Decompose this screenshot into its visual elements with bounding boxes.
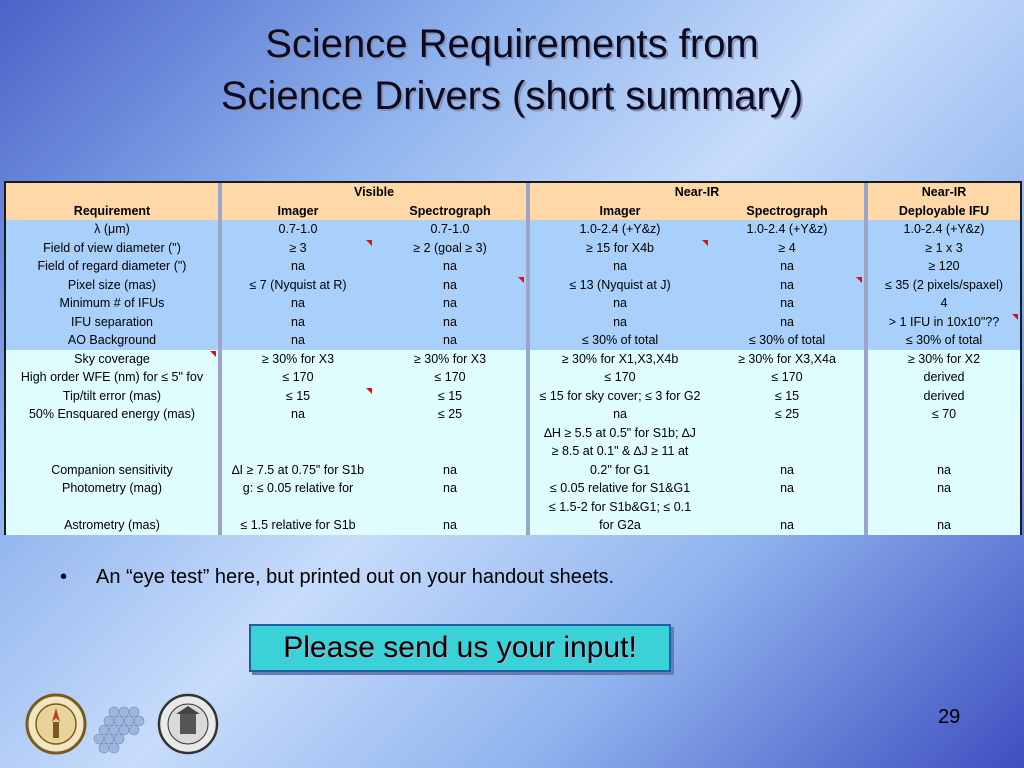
table-cell: na: [868, 516, 1020, 535]
table-cell: ≤ 7 (Nyquist at R): [222, 276, 374, 295]
table-row: [6, 442, 1020, 461]
comment-marker-icon[interactable]: [518, 277, 524, 283]
table-cell: [710, 498, 864, 517]
table-cell: [374, 442, 526, 461]
table-cell: na: [374, 276, 526, 295]
column-header-nir-spectrograph: Spectrograph: [710, 202, 864, 221]
table-cell: Minimum # of IFUs: [6, 294, 218, 313]
table-cell: 50% Ensquared energy (mas): [6, 405, 218, 424]
table-cell: AO Background: [6, 331, 218, 350]
title-line-1: Science Requirements from: [265, 22, 759, 66]
table-cell: na: [530, 294, 710, 313]
table-cell: na: [374, 461, 526, 480]
table-cell: [374, 498, 526, 517]
table-cell: [868, 424, 1020, 443]
table-cell: ≤ 30% of total: [710, 331, 864, 350]
table-cell: ≤ 170: [374, 368, 526, 387]
table-row: [6, 516, 1020, 535]
table-cell: ≥ 30% for X2: [868, 350, 1020, 369]
table-cell: ≥ 4: [710, 239, 864, 258]
table-cell: derived: [868, 368, 1020, 387]
table-row: [6, 294, 1020, 313]
table-row: [6, 257, 1020, 276]
table-cell: [6, 424, 218, 443]
table-cell: na: [374, 479, 526, 498]
table-cell: na: [222, 331, 374, 350]
column-header-row: [6, 202, 1020, 221]
caltech-seal-icon: [27, 695, 85, 753]
table-cell: [6, 498, 218, 517]
institution-logos: [24, 692, 224, 756]
table-row: [6, 479, 1020, 498]
table-cell: [374, 424, 526, 443]
table-cell: ≥ 2 (goal ≥ 3): [374, 239, 526, 258]
table-cell: ≤ 0.05 relative for S1&G1: [530, 479, 710, 498]
table-cell: na: [868, 479, 1020, 498]
table-cell: ∆H ≥ 5.5 at 0.5" for S1b; ∆J: [530, 424, 710, 443]
requirements-table: [4, 181, 1022, 535]
table-cell: ≤ 170: [222, 368, 374, 387]
table-row: [6, 405, 1020, 424]
column-header-deployable-ifu: Deployable IFU: [868, 202, 1020, 221]
table-cell: 4: [868, 294, 1020, 313]
table-cell: Sky coverage: [6, 350, 218, 369]
table-cell: for G2a: [530, 516, 710, 535]
table-cell: na: [530, 257, 710, 276]
table-row: [6, 331, 1020, 350]
bullet-marker: •: [60, 566, 68, 588]
table-cell: ≤ 30% of total: [530, 331, 710, 350]
comment-marker-icon[interactable]: [856, 277, 862, 283]
table-cell: 1.0-2.4 (+Y&z): [530, 220, 710, 239]
table-cell: ≤ 15: [374, 387, 526, 406]
table-row: [6, 498, 1020, 517]
table-cell: 0.7-1.0: [222, 220, 374, 239]
table-cell: Pixel size (mas): [6, 276, 218, 295]
table-cell: ≥ 30% for X3: [374, 350, 526, 369]
group-header-row: [6, 183, 1020, 202]
table-cell: na: [222, 257, 374, 276]
table-row: [6, 239, 1020, 258]
table-cell: na: [222, 405, 374, 424]
group-header-blank: [6, 183, 218, 202]
table-cell: [710, 442, 864, 461]
column-header-requirement: Requirement: [6, 202, 218, 221]
table-cell: 0.2" for G1: [530, 461, 710, 480]
comment-marker-icon[interactable]: [210, 351, 216, 357]
table-cell: High order WFE (nm) for ≤ 5" fov: [6, 368, 218, 387]
comment-marker-icon[interactable]: [366, 240, 372, 246]
table-cell: ≥ 1 x 3: [868, 239, 1020, 258]
table-cell: derived: [868, 387, 1020, 406]
column-header-nir-imager: Imager: [530, 202, 710, 221]
table-cell: g: ≤ 0.05 relative for: [222, 479, 374, 498]
table-cell: [222, 498, 374, 517]
table-row: [6, 276, 1020, 295]
table-cell: ≥ 8.5 at 0.1" & ∆J ≥ 11 at: [530, 442, 710, 461]
table-cell: ≤ 170: [530, 368, 710, 387]
table-cell: ≤ 35 (2 pixels/spaxel): [868, 276, 1020, 295]
university-of-california-seal-icon: [159, 695, 217, 753]
page-number: 29: [938, 706, 961, 728]
table-cell: na: [710, 294, 864, 313]
table-cell: [222, 424, 374, 443]
table-cell: Companion sensitivity: [6, 461, 218, 480]
table-cell: ≤ 15: [710, 387, 864, 406]
table-cell: na: [710, 461, 864, 480]
table-cell: [868, 498, 1020, 517]
table-cell: na: [222, 294, 374, 313]
table-cell: ≤ 70: [868, 405, 1020, 424]
table-cell: Field of view diameter ("): [6, 239, 218, 258]
table-cell: ≤ 13 (Nyquist at J): [530, 276, 710, 295]
table-row: [6, 350, 1020, 369]
table-cell: ≥ 120: [868, 257, 1020, 276]
table-row: [6, 461, 1020, 480]
table-cell: na: [222, 313, 374, 332]
table-cell: [222, 442, 374, 461]
bullet-item: [60, 566, 614, 589]
table-row: [6, 220, 1020, 239]
title-line-2: Science Drivers (short summary): [220, 74, 804, 118]
table-cell: na: [530, 405, 710, 424]
table-cell: Tip/tilt error (mas): [6, 387, 218, 406]
table-cell: IFU separation: [6, 313, 218, 332]
table-cell: Photometry (mag): [6, 479, 218, 498]
table-cell: na: [710, 257, 864, 276]
table-cell: 1.0-2.4 (+Y&z): [710, 220, 864, 239]
table-cell: na: [374, 516, 526, 535]
table-cell: [868, 442, 1020, 461]
comment-marker-icon[interactable]: [702, 240, 708, 246]
table-cell: ∆I ≥ 7.5 at 0.75" for S1b: [222, 461, 374, 480]
group-header-near-ir: Near-IR: [530, 183, 864, 202]
table-row: [6, 424, 1020, 443]
comment-marker-icon[interactable]: [366, 388, 372, 394]
slide-title: [0, 18, 1024, 122]
table-cell: [6, 442, 218, 461]
table-cell: λ (μm): [6, 220, 218, 239]
table-cell: ≥ 30% for X3: [222, 350, 374, 369]
table-cell: ≤ 15 for sky cover; ≤ 3 for G2: [530, 387, 710, 406]
table-cell: ≥ 30% for X1,X3,X4b: [530, 350, 710, 369]
table-cell: na: [374, 331, 526, 350]
column-header-visible-imager: Imager: [222, 202, 374, 221]
table-cell: ≥ 3: [222, 239, 374, 258]
table-cell: na: [374, 257, 526, 276]
table-cell: na: [374, 294, 526, 313]
table-cell: ≤ 30% of total: [868, 331, 1020, 350]
table-cell: na: [530, 313, 710, 332]
group-header-near-ir-ifu: Near-IR: [868, 183, 1020, 202]
table-cell: [710, 424, 864, 443]
table-cell: ≥ 30% for X3,X4a: [710, 350, 864, 369]
table-cell: ≤ 1.5-2 for S1b&G1; ≤ 0.1: [530, 498, 710, 517]
table-cell: ≤ 15: [222, 387, 374, 406]
table-cell: ≤ 170: [710, 368, 864, 387]
segmented-mirror-icon: [94, 707, 144, 753]
bullet-text: An “eye test” here, but printed out on your handout sheets.: [96, 566, 615, 588]
comment-marker-icon[interactable]: [1012, 314, 1018, 320]
table-cell: ≤ 25: [710, 405, 864, 424]
table-cell: > 1 IFU in 10x10"??: [868, 313, 1020, 332]
table-cell: na: [374, 313, 526, 332]
table-cell: 1.0-2.4 (+Y&z): [868, 220, 1020, 239]
table-row: [6, 387, 1020, 406]
table-cell: na: [868, 461, 1020, 480]
table-cell: Astrometry (mas): [6, 516, 218, 535]
table-cell: ≥ 15 for X4b: [530, 239, 710, 258]
table-cell: ≤ 1.5 relative for S1b: [222, 516, 374, 535]
table-cell: na: [710, 479, 864, 498]
table-cell: na: [710, 276, 864, 295]
table-cell: na: [710, 313, 864, 332]
table-row: [6, 313, 1020, 332]
input-callout: Please send us your input!: [249, 624, 671, 672]
group-header-visible: Visible: [222, 183, 526, 202]
table-cell: 0.7-1.0: [374, 220, 526, 239]
table-cell: ≤ 25: [374, 405, 526, 424]
table-cell: na: [710, 516, 864, 535]
table-row: [6, 368, 1020, 387]
column-header-visible-spectrograph: Spectrograph: [374, 202, 526, 221]
table-cell: Field of regard diameter ("): [6, 257, 218, 276]
